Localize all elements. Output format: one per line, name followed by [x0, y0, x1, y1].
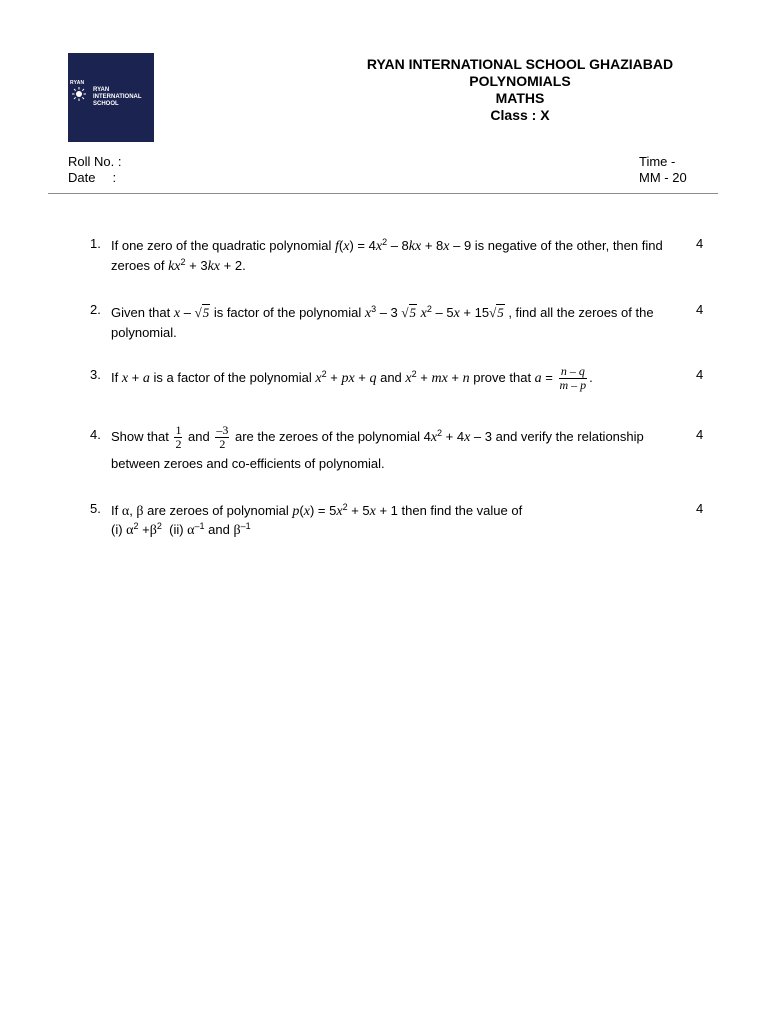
- school-logo: [68, 53, 154, 142]
- question-number: 1.: [90, 236, 101, 251]
- question-5-text: If α, β are zeroes of polynomial $p(x) = 5x^2 + 5x + 1$ then find the value of (i) $\alpha^2 +\beta^2$ (ii) $\alpha^{-1}$ and $\beta^{-1}$: [111, 502, 523, 538]
- roll-number-label: Roll No. :: [68, 154, 122, 169]
- question-2-text: Given that x – √5 is factor of the polynomial $x^3 - 3$ √5 $x^2 - 5x + 15√5$ , find all the zeroes of the polynomial.: [111, 304, 654, 340]
- fraction: $\frac{1}{2}$: [175, 423, 182, 452]
- question-1-text: If one zero of the quadratic polynomial $f(x) = 4x^2 - 8kx + 8x - 9$ is negative of the other, then find zeroes of $kx^2 + 3kx + 2$.: [111, 237, 663, 274]
- logo-text: RYAN INTERNATIONAL SCHOOL: [93, 87, 142, 107]
- question-3-text: If x + a is a factor of the polynomial $x^2$ + px + q and $x^2$ + mx + n prove that a = $\frac{n - q}{m - p}$ .: [111, 364, 593, 393]
- school-name: RYAN INTERNATIONAL SCHOOL GHAZIABAD: [366, 56, 674, 72]
- sunburst-icon: [72, 87, 86, 101]
- question-marks: 4: [696, 302, 704, 317]
- max-marks-label: MM - 20: [639, 170, 687, 185]
- question-marks: 4: [696, 367, 704, 382]
- question-marks: 4: [696, 236, 704, 251]
- time-label: Time -: [639, 154, 676, 169]
- divider: [48, 193, 718, 194]
- logo-text-top: RYAN: [70, 80, 85, 86]
- question-number: 4.: [90, 427, 101, 442]
- subject-title: MATHS: [495, 90, 545, 106]
- class-title: Class : X: [490, 107, 550, 123]
- question-number: 5.: [90, 501, 101, 516]
- fraction: $\frac{n - q}{m - p}$: [559, 364, 587, 393]
- fraction: $\frac{-3}{2}$: [216, 423, 229, 452]
- question-marks: 4: [696, 501, 704, 516]
- question-4-text: Show that $\frac{1}{2}$ and $\frac{-3}{2}$ are the zeroes of the polynomial $4x^2 + 4x - 3$ and verify the relationship between zeroes and co-efficients of polynomial.: [111, 423, 644, 472]
- question-number: 2.: [90, 302, 101, 317]
- question-marks: 4: [696, 427, 704, 442]
- topic-title: POLYNOMIALS: [469, 73, 571, 89]
- question-number: 3.: [90, 367, 101, 382]
- date-label: Date :: [68, 170, 117, 185]
